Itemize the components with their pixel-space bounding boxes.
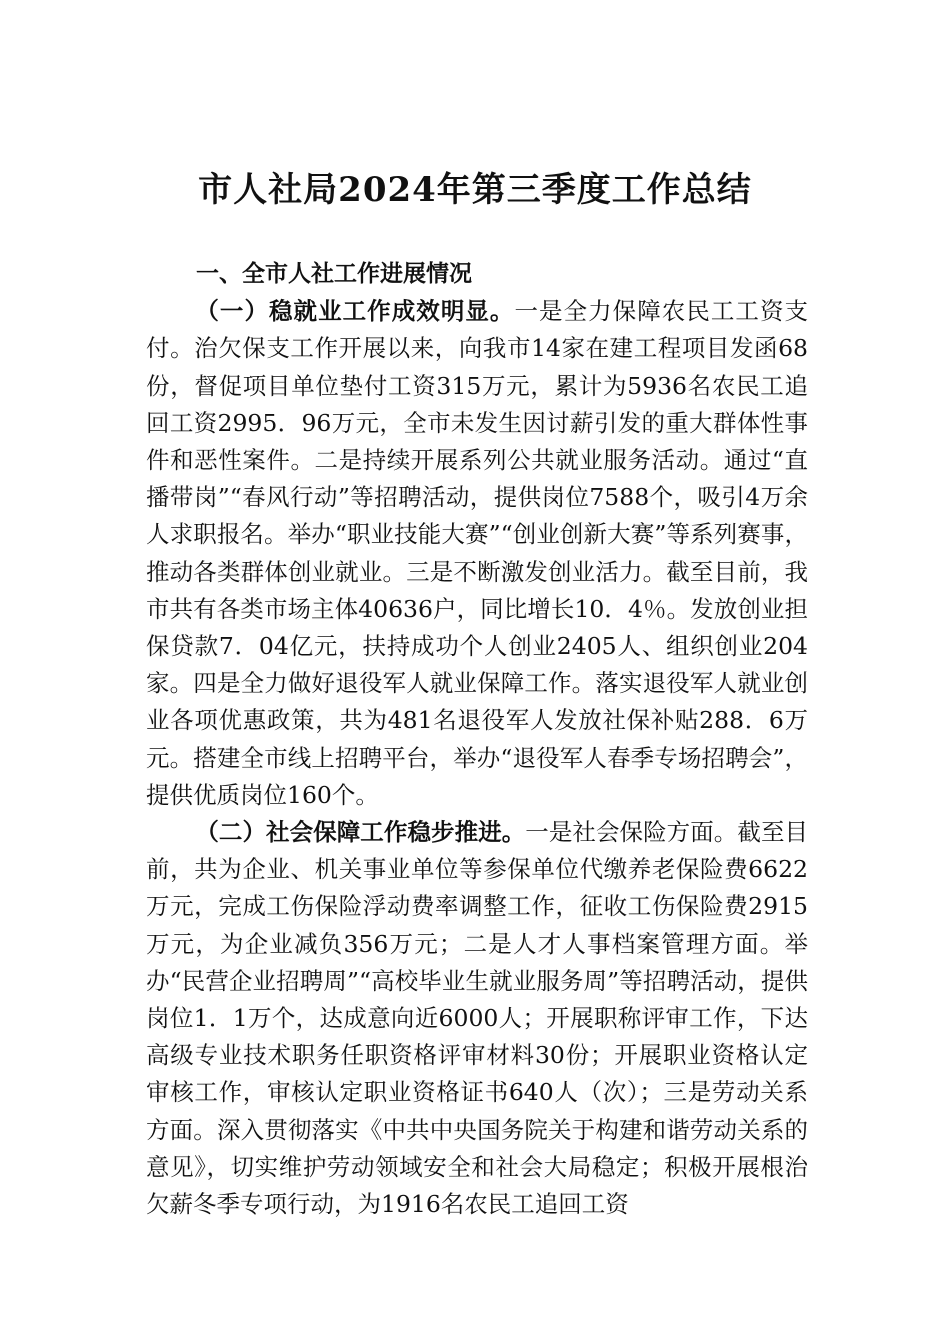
paragraph-employment — [146, 293, 808, 814]
paragraph-social-security — [146, 814, 808, 1223]
document-title: 市人社局2024年第三季度工作总结 — [198, 170, 752, 210]
document-body — [146, 256, 808, 1223]
paragraph-text: 一是全力保障农民工工资支付。治欠保支工作开展以来，向我市14家在建工程项目发函68份，督促项目单位垫付工资315万元，累计为5936名农民工追回工资2995．96万元，全市未发生因讨薪引发的重大群体性事件和恶性案件。二是持续开展系列公共就业服务活动。通过“直播带岗”“春风行动”等招聘活动，提供岗位7588个，吸引4万余人求职报名。举办“职业技能大赛”“创业创新大赛”等系列赛事，推动各类群体创业就业。三是不断激发创业活力。截至目前，我市共有各类市场主体40636户，同比增长10．4％。发放创业担保贷款7．04亿元，扶持成功个人创业2405人、组织创业204家。四是全力做好退役军人就业保障工作。落实退役军人就业创业各项优惠政策，共为481名退役军人发放社保补贴288．6万元。搭建全市线上招聘平台，举办“退役军人春季专场招聘会”，提供优质岗位160个。 — [146, 297, 809, 809]
section-heading: 一、全市人社工作进展情况 — [196, 261, 472, 287]
paragraph-lead: （二）社会保障工作稳步推进。 — [195, 818, 526, 847]
paragraph-text: 一是社会保险方面。截至目前，共为企业、机关事业单位等参保单位代缴养老保险费6622万元，完成工伤保险浮动费率调整工作，征收工伤保险费2915万元，为企业减负356万元；二是人才人事档案管理方面。举办“民营企业招聘周”“高校毕业生就业服务周”等招聘活动，提供岗位1．1万个，达成意向近6000人；开展职称评审工作，下达高级专业技术职务任职资格评审材料30份；开展职业资格认定审核工作，审核认定职业资格证书640人（次）；三是劳动关系方面。深入贯彻落实《中共中央国务院关于构建和谐劳动关系的意见》，切实维护劳动领域安全和社会大局稳定；积极开展根治欠薪冬季专项行动，为1916名农民工追回工资 — [146, 818, 809, 1219]
paragraph-lead: （一）稳就业工作成效明显。 — [195, 297, 515, 326]
